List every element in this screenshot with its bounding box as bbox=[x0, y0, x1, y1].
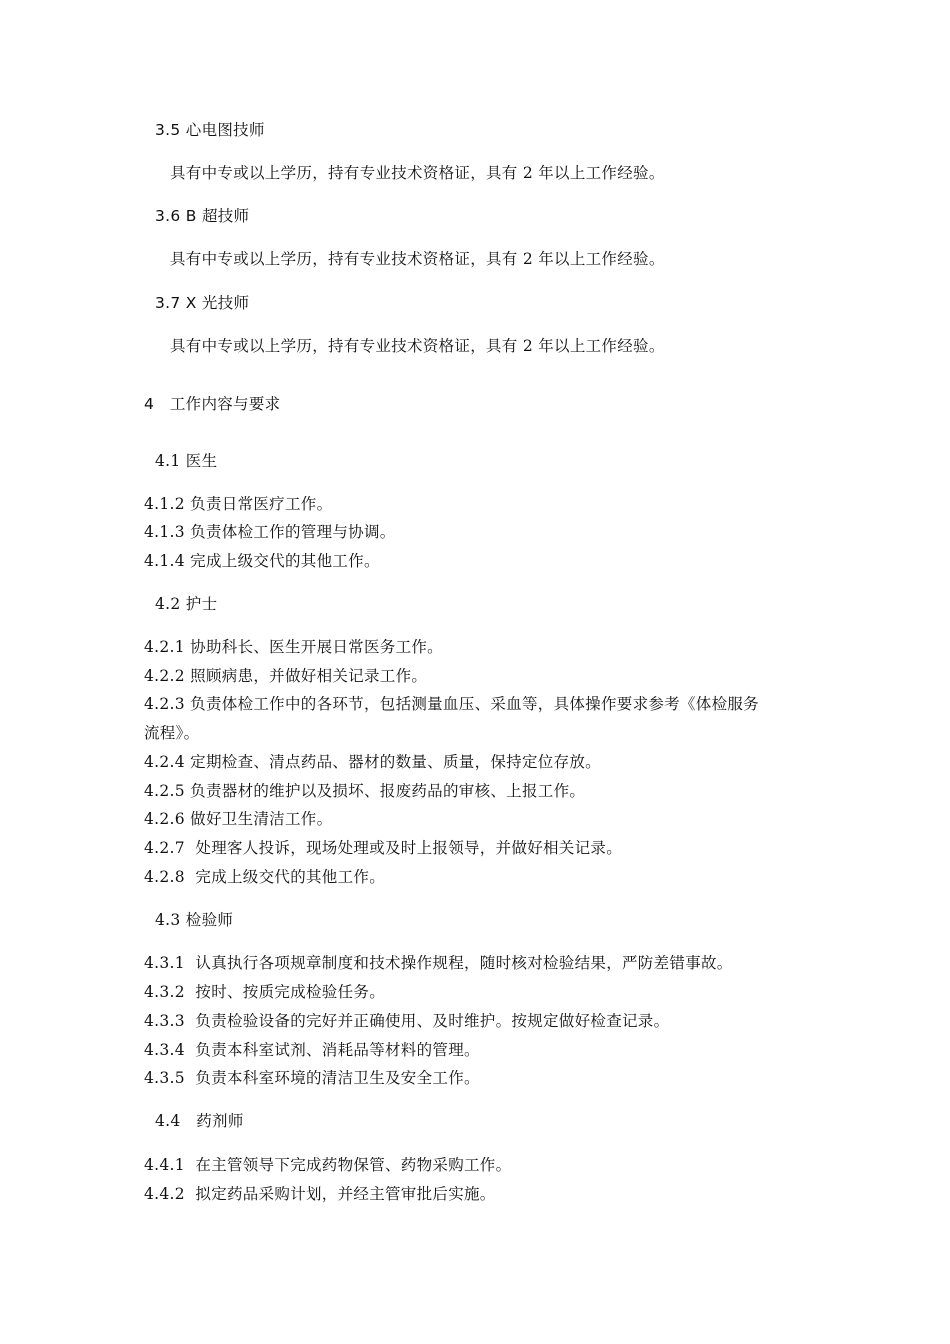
section-3-7-title: 3.7 X 光技师 bbox=[155, 294, 250, 312]
list-item: 4.4.1 在主管领导下完成药物保管、药物采购工作。 bbox=[144, 1156, 512, 1174]
section-4-3-title: 4.3 检验师 bbox=[155, 911, 234, 929]
list-item: 4.3.4 负责本科室试剂、消耗品等材料的管理。 bbox=[144, 1041, 480, 1059]
list-item: 4.2.8 完成上级交代的其他工作。 bbox=[144, 868, 385, 886]
list-item: 4.2.2 照顾病患，并做好相关记录工作。 bbox=[144, 667, 428, 685]
list-item: 4.2.6 做好卫生清洁工作。 bbox=[144, 810, 333, 828]
section-3-5-body: 具有中专或以上学历，持有专业技术资格证，具有 2 年以上工作经验。 bbox=[170, 164, 665, 182]
list-item: 4.3.2 按时、按质完成检验任务。 bbox=[144, 983, 385, 1001]
list-item: 4.4.2 拟定药品采购计划，并经主管审批后实施。 bbox=[144, 1185, 496, 1203]
section-3-6-body: 具有中专或以上学历，持有专业技术资格证，具有 2 年以上工作经验。 bbox=[170, 250, 665, 268]
section-4-4-title: 4.4 药剂师 bbox=[155, 1112, 244, 1130]
list-item: 4.1.2 负责日常医疗工作。 bbox=[144, 495, 333, 513]
section-3-7-body: 具有中专或以上学历，持有专业技术资格证，具有 2 年以上工作经验。 bbox=[170, 337, 665, 355]
list-item-continuation: 流程》。 bbox=[144, 724, 200, 742]
list-item: 4.2.4 定期检查、清点药品、器材的数量、质量，保持定位存放。 bbox=[144, 753, 601, 771]
section-4-2-title: 4.2 护士 bbox=[155, 595, 218, 613]
list-item: 4.3.5 负责本科室环境的清洁卫生及安全工作。 bbox=[144, 1069, 480, 1087]
list-item: 4.1.3 负责体检工作的管理与协调。 bbox=[144, 523, 396, 541]
list-item: 4.3.3 负责检验设备的完好并正确使用、及时维护。按规定做好检查记录。 bbox=[144, 1012, 670, 1030]
list-item: 4.2.7 处理客人投诉，现场处理或及时上报领导，并做好相关记录。 bbox=[144, 839, 622, 857]
list-item: 4.3.1 认真执行各项规章制度和技术操作规程，随时核对检验结果，严防差错事故。 bbox=[144, 954, 733, 972]
section-4-1-title: 4.1 医生 bbox=[155, 452, 218, 470]
section-3-5-title: 3.5 心电图技师 bbox=[155, 121, 265, 139]
list-item: 4.2.1 协助科长、医生开展日常医务工作。 bbox=[144, 638, 443, 656]
list-item: 4.2.5 负责器材的维护以及损坏、报废药品的审核、上报工作。 bbox=[144, 782, 586, 800]
list-item: 4.1.4 完成上级交代的其他工作。 bbox=[144, 552, 380, 570]
list-item: 4.2.3 负责体检工作中的各环节，包括测量血压、采血等，具体操作要求参考《体检服务 bbox=[144, 695, 759, 713]
section-3-6-title: 3.6 B 超技师 bbox=[155, 207, 250, 225]
section-4-title: 4 工作内容与要求 bbox=[144, 395, 281, 413]
